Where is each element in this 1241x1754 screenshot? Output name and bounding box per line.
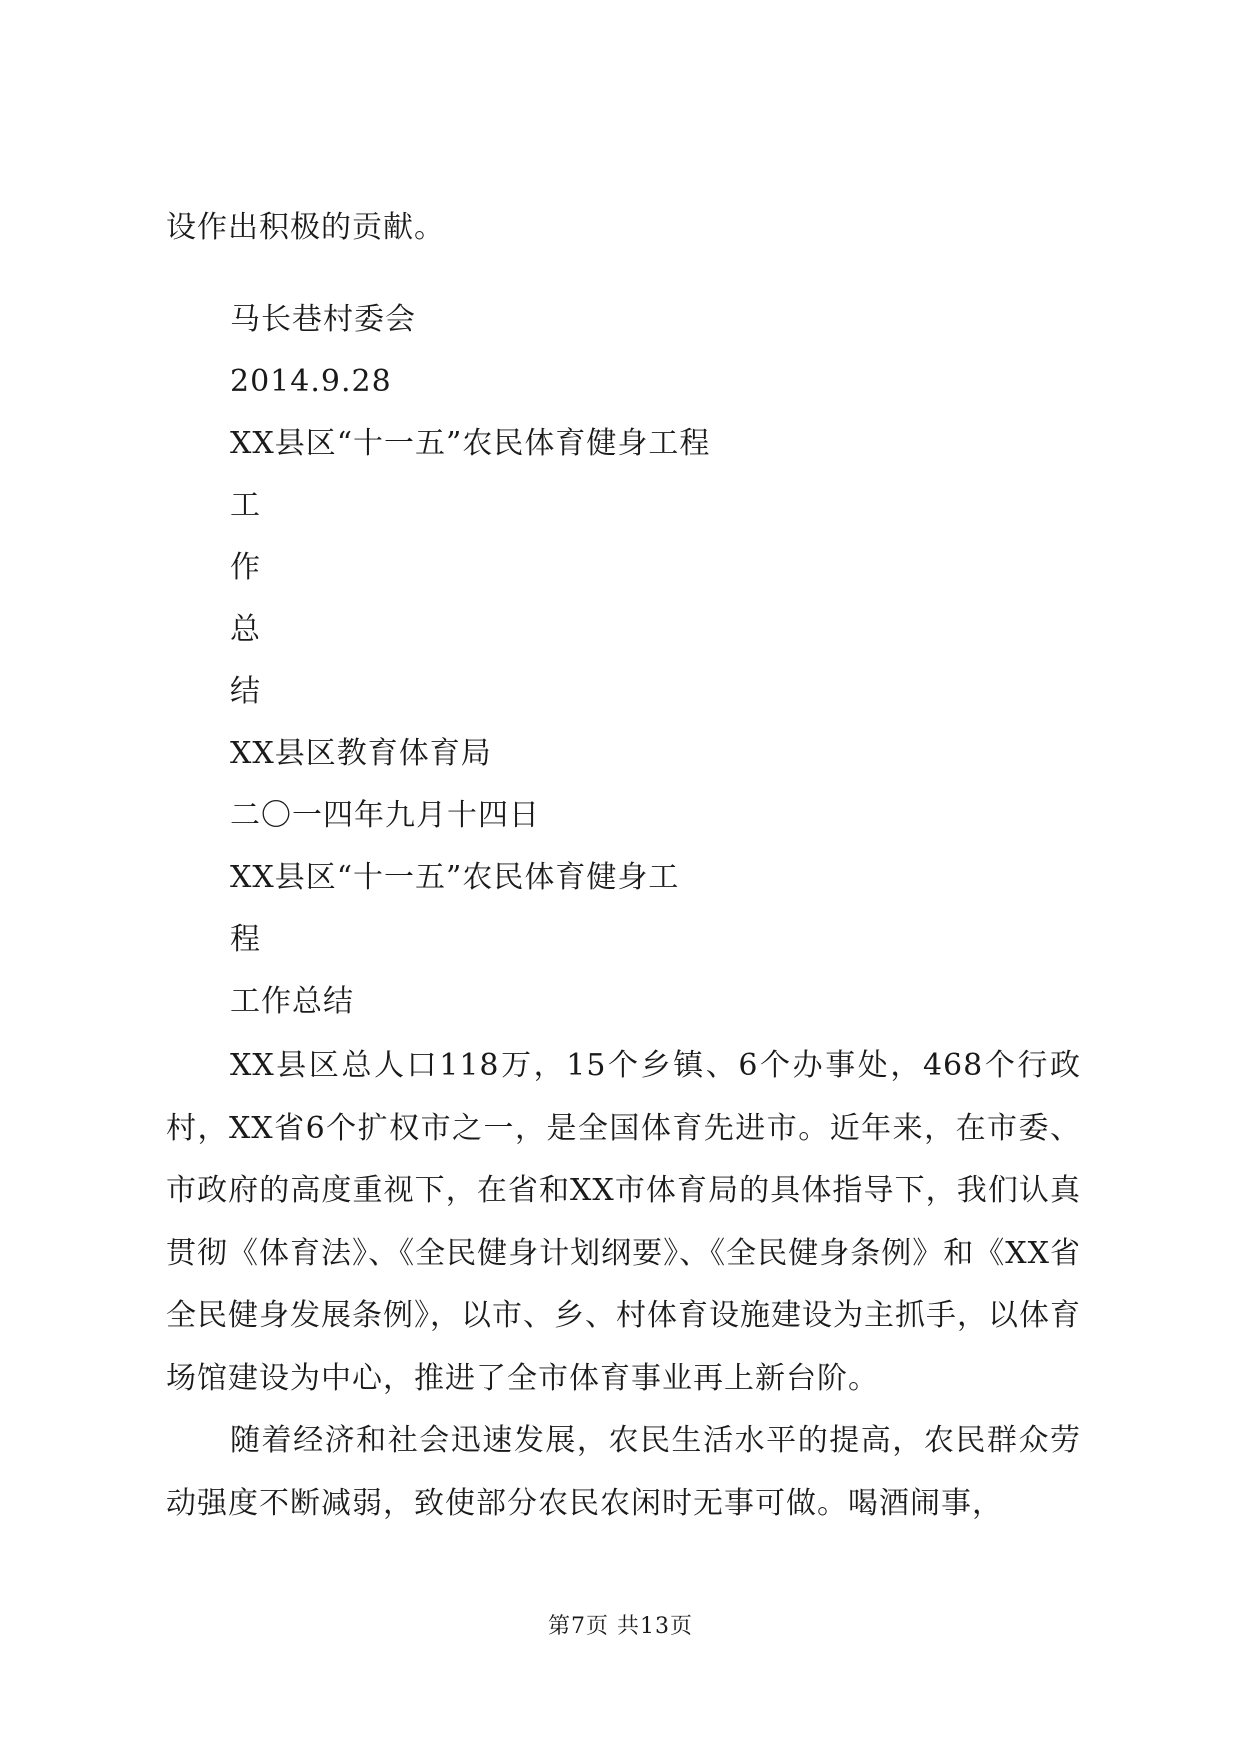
continuation-line: 设作出积极的贡献。 [166, 210, 445, 245]
cover-vertical-char: 结 [230, 674, 261, 709]
body-paragraph: 随着经济和社会迅速发展，农民生活水平的提高，农民群众劳动强度不断减弱，致使部分农民农闲时无事可做。喝酒闹事， [166, 1423, 1081, 1521]
heading-line-2: 程 [230, 922, 261, 957]
page-number: 第7页 共13页 [548, 1614, 693, 1639]
cover-vertical-char: 作 [230, 550, 261, 585]
heading-line-3: 工作总结 [230, 984, 354, 1019]
heading-line-1: XX县区“十一五”农民体育健身工 [230, 860, 680, 895]
cover-vertical-char: 总 [230, 612, 261, 647]
signoff-organization: 马长巷村委会 [230, 302, 416, 337]
cover-issuer: XX县区教育体育局 [230, 736, 492, 771]
body-paragraph: XX县区总人口118万，15个乡镇、6个办事处，468个行政村，XX省6个扩权市之一，是全国体育先进市。近年来，在市委、市政府的高度重视下，在省和XX市体育局的具体指导下，我们认真贯彻《体育法》、《全民健身计划纲要》、《全民健身条例》和《XX省全民健身发展条例》，以市、乡、村体育设施建设为主抓手，以体育场馆建设为中心，推进了全市体育事业再上新台阶。 [166, 1048, 1081, 1396]
signoff-date: 2014.9.28 [230, 364, 392, 399]
cover-title: XX县区“十一五”农民体育健身工程 [230, 426, 711, 461]
cover-vertical-char: 工 [230, 488, 261, 523]
cover-issue-date: 二〇一四年九月十四日 [230, 798, 540, 833]
